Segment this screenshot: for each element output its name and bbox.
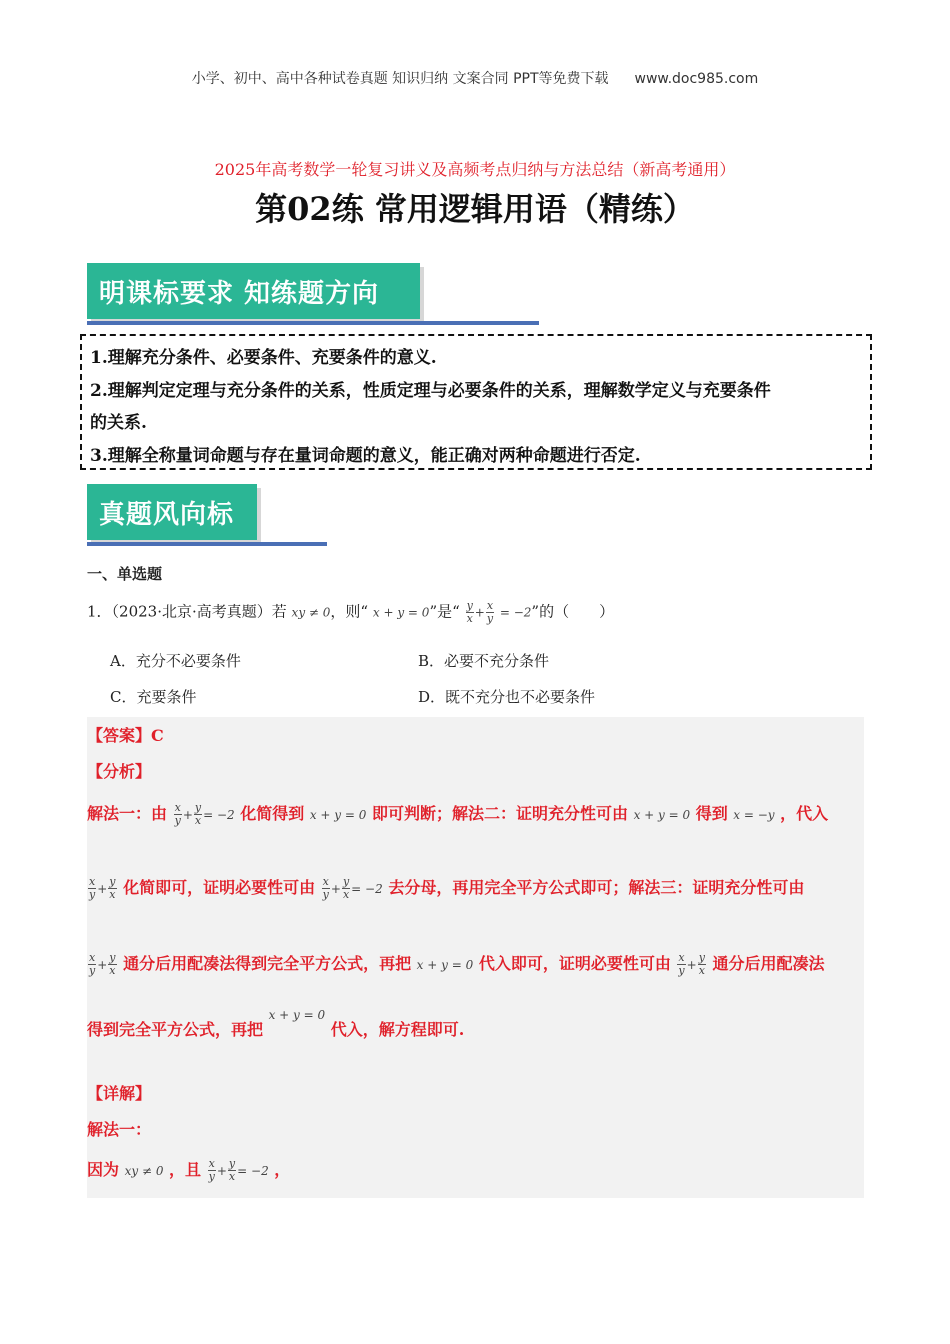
math-cond: xy ≠ 0	[291, 605, 331, 620]
math-expr: x = −y	[733, 808, 775, 822]
math-expr: x + y = 0	[268, 1008, 326, 1022]
math-fraction: $\frac{x}{y}$	[322, 875, 329, 901]
analysis-line-3: $\frac{x}{y}$ + $\frac{y}{x}$ 通分后用配凑法得到完全平方公式，再把 x + y = 0 代入即可，证明必要性可由 $\frac{x}{y}$ + $\frac{y}{x}$ 通分后用配凑法	[89, 951, 825, 977]
banner-underline	[87, 542, 327, 546]
document-subtitle: 2025年高考数学一轮复习讲义及高频考点归纳与方法总结（新高考通用）	[214, 160, 736, 179]
answer-panel	[87, 717, 864, 1198]
math-expr: x + y = 0	[309, 808, 367, 822]
requirements-box	[80, 334, 872, 470]
math-expr: x + y = 0	[416, 958, 474, 972]
answer-line	[87, 723, 164, 746]
math-fraction: $\frac{x}{y}$	[208, 1157, 215, 1183]
method-1-label: 解法一：	[87, 1120, 152, 1139]
question-number: 1．	[87, 602, 112, 621]
analysis-line-1: 解法一：由 $\frac{x}{y}$ + $\frac{y}{x}$ = −2 化简得到 x + y = 0 即可判断；解法二：证明充分性可由 x + y = 0 得到 x = −y ，代入	[87, 801, 829, 827]
requirement-item-3: 3.理解全称量词命题与存在量词命题的意义，能正确对两种命题进行否定.	[90, 445, 641, 466]
math-fraction: $\frac{y}{x}$	[466, 599, 473, 625]
analysis-label: 【分析】	[87, 762, 152, 781]
math-fraction: $\frac{x}{y}$	[678, 951, 685, 977]
math-fraction: $\frac{x}{y}$	[89, 951, 96, 977]
math-fraction: $\frac{y}{x}$	[109, 951, 116, 977]
banner-curriculum-requirements: 明课标要求 知练题方向	[87, 263, 420, 319]
analysis-line-4: 得到完全平方公式，再把 $^{x + y = 0}$ 代入，解方程即可.	[87, 1008, 465, 1039]
option-b[interactable]: B．必要不充分条件	[418, 652, 550, 670]
answer-value: C	[151, 726, 164, 745]
requirement-item-2-cont: 的关系.	[90, 413, 147, 433]
header-url[interactable]: www.doc985.com	[634, 71, 759, 87]
banner-real-exam: 真题风向标	[87, 484, 257, 540]
detail-label: 【详解】	[87, 1084, 152, 1103]
requirement-item-2: 2.理解判定定理与充分条件的关系，性质定理与必要条件的关系，理解数学定义与充要条件	[90, 380, 771, 401]
section-label: 一、单选题	[87, 565, 163, 583]
document-title: 第02练 常用逻辑用语（精练）	[255, 190, 695, 228]
question-source: （2023·北京·高考真题）若	[111, 602, 287, 621]
option-c[interactable]: C．充要条件	[110, 688, 197, 706]
math-fraction: $\frac{x}{y}$	[89, 875, 96, 901]
math-expr: x + y = 0	[372, 605, 430, 620]
requirement-item-1: 1.理解充分条件、必要条件、充要条件的意义.	[90, 348, 437, 368]
math-fraction: $\frac{y}{x}$	[698, 951, 705, 977]
question-text: ”是“	[429, 602, 460, 621]
detail-line-1: 因为 xy ≠ 0 ，且 $\frac{x}{y}$ + $\frac{y}{x}$ = −2 ，	[87, 1157, 291, 1183]
banner-underline	[87, 321, 539, 325]
question-text: ”的（ ）	[531, 602, 615, 621]
math-fraction: $\frac{y}{x}$	[342, 875, 350, 901]
page-header	[0, 68, 950, 88]
question-text: ，则“	[330, 602, 369, 621]
math-fraction: $\frac{y}{x}$	[228, 1157, 236, 1183]
analysis-line-2: $\frac{x}{y}$ + $\frac{y}{x}$ 化简即可，证明必要性可由 $\frac{x}{y}$ + $\frac{y}{x}$ = −2 去分母，再用完全平方公式即可；解法三：证明充分性可由	[89, 875, 805, 901]
math-plus: +	[474, 605, 485, 620]
answer-label: 【答案】	[87, 726, 152, 745]
math-fraction: $\frac{x}{y}$	[486, 599, 494, 625]
header-text: 小学、初中、高中各种试卷真题 知识归纳 文案合同 PPT等免费下载	[191, 71, 609, 87]
math-fraction: $\frac{x}{y}$	[174, 801, 181, 827]
math-expr: xy ≠ 0	[124, 1164, 164, 1178]
math-expr: x + y = 0	[633, 808, 691, 822]
question-1	[87, 600, 614, 625]
option-a[interactable]: A．充分不必要条件	[110, 652, 241, 670]
math-fraction: $\frac{y}{x}$	[109, 875, 116, 901]
option-d[interactable]: D．既不充分也不必要条件	[418, 688, 596, 706]
math-fraction: $\frac{y}{x}$	[194, 801, 202, 827]
math-eq: = −2	[499, 605, 532, 620]
